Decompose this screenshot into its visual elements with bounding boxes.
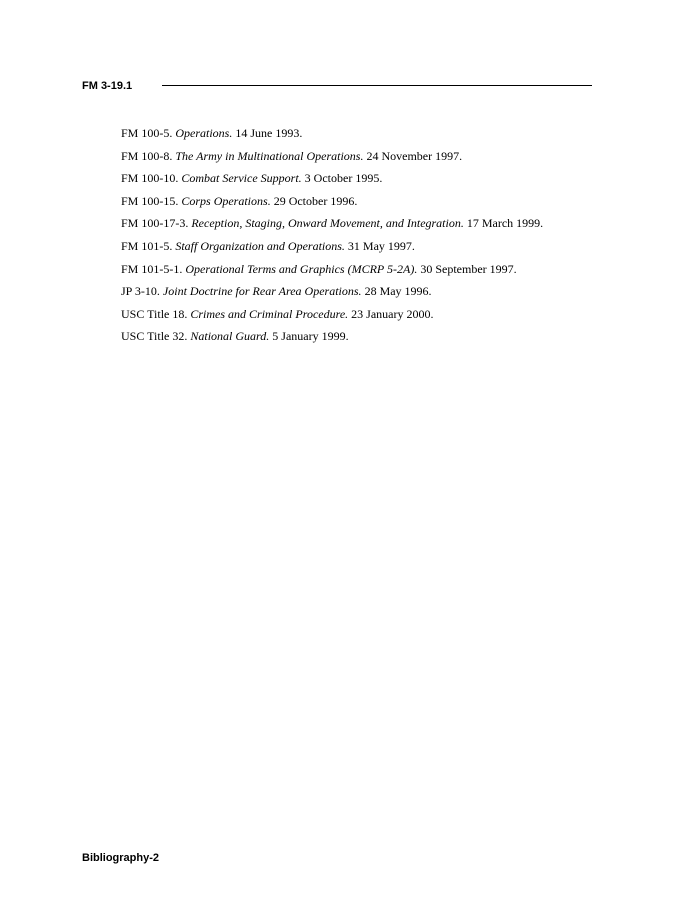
- entry-designation: FM 100-5.: [121, 126, 173, 140]
- bibliography-entry: [121, 284, 601, 299]
- entry-designation: USC Title 32.: [121, 329, 188, 344]
- entry-title: Corps Operations.: [181, 193, 271, 208]
- entry-designation: FM 100-8.: [121, 148, 173, 163]
- entry-designation: FM 101-5.: [121, 238, 173, 253]
- entry-title: Reception, Staging, Onward Movement, and Integration.: [191, 216, 464, 231]
- entry-title: Staff Organization and Operations.: [175, 238, 345, 253]
- entry-date: 30 September 1997.: [420, 261, 517, 276]
- entry-title: Operations.: [175, 126, 233, 140]
- entry-designation: FM 100-15.: [121, 193, 179, 208]
- entry-date: 24 November 1997.: [366, 148, 463, 163]
- bibliography-entry: [121, 126, 601, 141]
- manual-id: FM 3-19.1: [82, 80, 133, 92]
- entry-designation: FM 100-10.: [121, 171, 179, 186]
- entry-title: National Guard.: [190, 329, 270, 344]
- bibliography-entry: [121, 216, 601, 231]
- bibliography-entry: [121, 171, 601, 186]
- entry-date: 28 May 1996.: [364, 284, 432, 299]
- entry-designation: USC Title 18.: [121, 306, 188, 321]
- entry-date: 17 March 1999.: [466, 216, 544, 231]
- entry-title: Operational Terms and Graphics (MCRP 5-2A).: [185, 261, 418, 276]
- entry-date: 23 January 2000.: [351, 306, 434, 321]
- entry-designation: JP 3-10.: [121, 284, 160, 299]
- bibliography-list: [121, 126, 601, 352]
- entry-designation: FM 101-5-1.: [121, 261, 183, 276]
- entry-date: 14 June 1993.: [235, 126, 303, 140]
- bibliography-entry: [121, 194, 601, 209]
- entry-date: 3 October 1995.: [304, 171, 383, 186]
- bibliography-entry: [121, 239, 601, 254]
- entry-title: The Army in Multinational Operations.: [175, 148, 364, 163]
- entry-title: Joint Doctrine for Rear Area Operations.: [162, 284, 362, 299]
- bibliography-entry: [121, 307, 601, 322]
- header-rule: [162, 85, 592, 86]
- page-header: [82, 79, 592, 93]
- entry-designation: FM 100-17-3.: [121, 216, 189, 231]
- entry-date: 31 May 1997.: [347, 238, 415, 253]
- bibliography-entry: [121, 262, 601, 277]
- bibliography-entry: [121, 329, 601, 344]
- page-footer-label: Bibliography-2: [82, 852, 160, 864]
- entry-date: 5 January 1999.: [272, 329, 349, 344]
- entry-date: 29 October 1996.: [273, 193, 358, 208]
- bibliography-entry: [121, 149, 601, 164]
- entry-title: Crimes and Criminal Procedure.: [190, 306, 349, 321]
- entry-title: Combat Service Support.: [181, 171, 302, 186]
